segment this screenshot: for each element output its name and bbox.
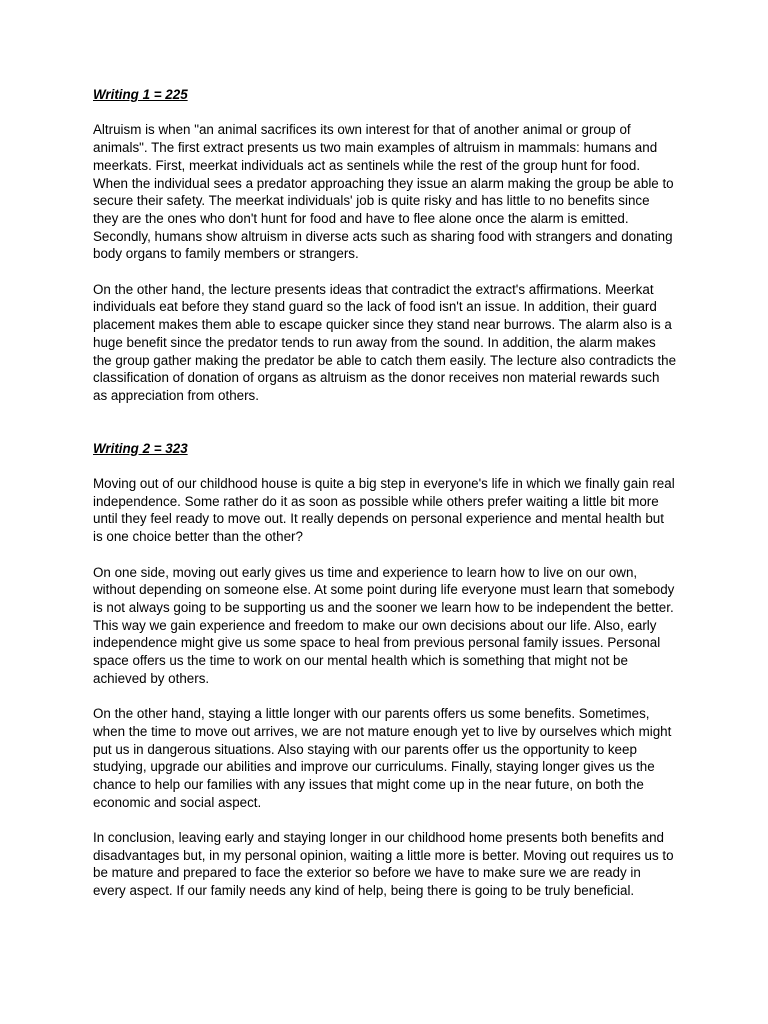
writing-2-paragraph-4: In conclusion, leaving early and staying longer in our childhood home presents both benefits and disadvantages but, in my personal opinion, waiting a little more is better. Moving out requires us to be mature and prepared to face the exterior so before we have to make sure we are ready in every aspect. If our family needs any kind of help, being there is going to be truly beneficial. xyxy=(93,830,674,899)
section-spacer xyxy=(93,405,677,440)
writing-1-paragraph-1: Altruism is when "an animal sacrifices its own interest for that of another animal or group of animals". The first extract presents us two main examples of altruism in mammals: humans and meerkats. First, meerkat individuals act as sentinels while the rest of the group hunt for food. When the individual sees a predator approaching they issue an alarm making the group be able to secure their safety. The meerkat individuals' job is quite risky and has little to no benefits since they are the ones who don't hunt for food and have to flee alone once the alarm is emitted. Secondly, humans show altruism in diverse acts such as sharing food with strangers and donating body organs to family members or strangers. xyxy=(93,122,674,262)
writing-1-paragraph-2: On the other hand, the lecture presents ideas that contradict the extract's affirmations. Meerkat individuals eat before they stand guard so the lack of food isn't an issue. In addition, their guard placement makes them able to escape quicker since they stand near burrows. The alarm also is a huge benefit since the predator tends to run away from the sound. In addition, the alarm makes the group gather making the predator be able to catch them easily. The lecture also contradicts the classification of donation of organs as altruism as the donor receives non material rewards such as appreciation from others. xyxy=(93,281,677,403)
writing-2-paragraph-1: Moving out of our childhood house is quite a big step in everyone's life in which we finally gain real independence. Some rather do it as soon as possible while others prefer waiting a little bit more until they feel ready to move out. It really depends on personal experience and mental health but is one choice better than the other? xyxy=(93,476,675,545)
writing-2-section xyxy=(93,440,677,900)
writing-1-section xyxy=(93,86,677,405)
writing-2-paragraph-3: On the other hand, staying a little longer with our parents offers us some benefits. Sometimes, when the time to move out arrives, we are not mature enough yet to live by ourselves which might put us in dangerous situations. Also staying with our parents offer us the opportunity to keep studying, upgrade our abilities and improve our curriculums. Finally, staying longer gives us the chance to help our families with any issues that might come up in the near future, on both the economic and social aspect. xyxy=(93,706,672,810)
writing-1-heading: Writing 1 = 225 xyxy=(93,87,188,102)
document-page xyxy=(93,86,677,900)
writing-2-paragraph-2: On one side, moving out early gives us time and experience to learn how to live on our own, without depending on someone else. At some point during life everyone must learn that somebody is not always going to be supporting us and the sooner we learn how to be independent the better. This way we gain experience and freedom to make our own decisions about our life. Also, early independence might give us some space to heal from previous personal family issues. Personal space offers us the time to work on our mental health which is something that might not be achieved by others. xyxy=(93,564,675,686)
writing-2-heading: Writing 2 = 323 xyxy=(93,440,188,456)
